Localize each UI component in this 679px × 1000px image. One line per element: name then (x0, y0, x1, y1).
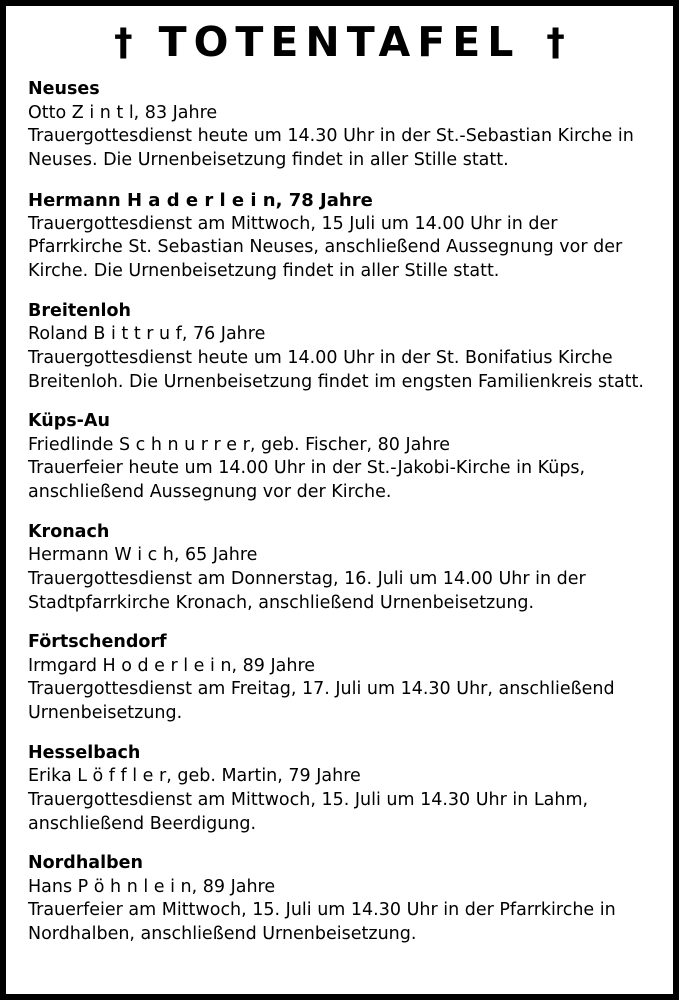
entry-text: Trauergottesdienst am Freitag, 17. Juli um 14.30 Uhr, anschließend Urnenbeisetzung. (28, 679, 615, 724)
entry-text: Trauergottesdienst heute um 14.30 Uhr in der St.-Sebastian Kirche in Neuses. Die Urnenbeisetzung findet in aller Stille statt. (28, 126, 634, 170)
entry-text: Trauerfeier am Mittwoch, 15. Juli um 14.30 Uhr in der Pfarrkirche in Nordhalben, anschließend Urnenbeisetzung. (28, 900, 616, 945)
entry-name: Roland B i t t r u f, 76 Jahre (28, 324, 266, 345)
obituary-entry (28, 300, 651, 395)
obituary-entry (28, 631, 651, 726)
entry-name: Hermann W i c h, 65 Jahre (28, 545, 258, 566)
obituary-entry (28, 852, 651, 947)
entry-name: Erika L ö f f l e r, geb. Martin, 79 Jahre (28, 766, 361, 787)
entry-name: Hans P ö h n l e i n, 89 Jahre (28, 876, 276, 897)
entry-text: Trauergottesdienst am Donnerstag, 16. Juli um 14.00 Uhr in der Stadtpfarrkirche Kronach, anschließend Urnenbeisetzung. (28, 568, 586, 613)
obituary-entry (28, 410, 651, 505)
obituary-sheet (6, 6, 673, 994)
entry-place: Breitenloh (28, 300, 132, 321)
entry-place: Hesselbach (28, 742, 141, 763)
entry-place: Kronach (28, 521, 110, 542)
entry-text: Trauerfeier heute um 14.00 Uhr in der St.-Jakobi-Kirche in Küps, anschließend Aussegnung vor der Kirche. (28, 458, 586, 503)
obituary-entry (28, 521, 651, 616)
entry-name: Otto Z i n t l, 83 Jahre (28, 102, 218, 123)
entry-place: Hermann H a d e r l e i n, 78 Jahre (28, 189, 373, 211)
entry-name: Irmgard H o d e r l e i n, 89 Jahre (28, 655, 316, 676)
entry-place: Küps-Au (28, 411, 110, 432)
obituary-entry (28, 78, 651, 173)
cross-icon: † (114, 20, 133, 64)
cross-icon: † (546, 20, 565, 64)
obituary-entry (28, 742, 651, 837)
entry-name: Friedlinde S c h n u r r e r, geb. Fischer, 80 Jahre (28, 434, 451, 455)
obituary-entry (28, 189, 651, 284)
obituary-list (28, 76, 651, 947)
entry-text: Trauergottesdienst am Mittwoch, 15 Juli um 14.00 Uhr in der Pfarrkirche St. Sebastian Neuses, anschließend Aussegnung vor der Kirche. Die Urnenbeisetzung findet in aller Stille statt. (28, 213, 623, 282)
entry-place: Neuses (28, 79, 100, 99)
entry-text: Trauergottesdienst heute um 14.00 Uhr in der St. Bonifatius Kirche Breitenloh. Die Urnenbeisetzung findet im engsten Familienkreis statt. (28, 347, 644, 392)
entry-text: Trauergottesdienst am Mittwoch, 15. Juli um 14.30 Uhr in Lahm, anschließend Beerdigung. (28, 789, 589, 834)
entry-place: Förtschendorf (28, 632, 167, 653)
masthead (28, 16, 651, 76)
entry-place: Nordhalben (28, 853, 143, 874)
page-title: TOTENTAFEL (158, 18, 521, 66)
